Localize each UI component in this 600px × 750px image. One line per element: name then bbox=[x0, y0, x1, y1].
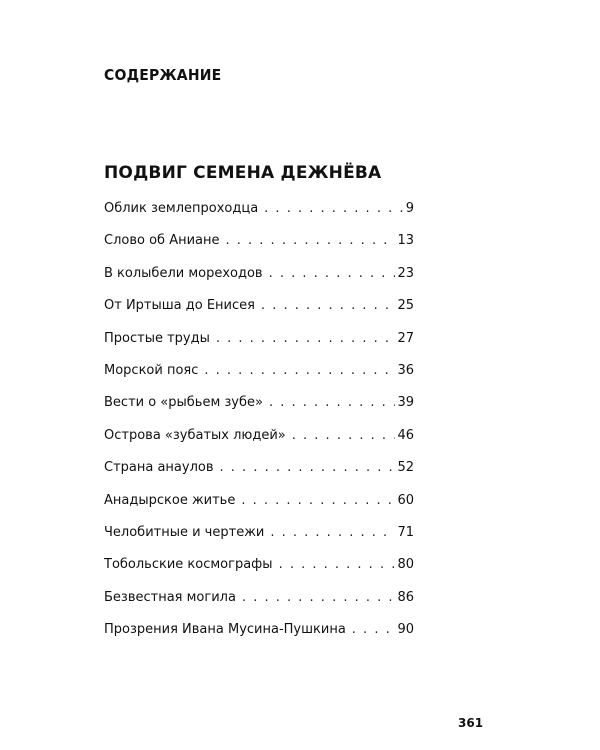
toc-entry-page: 80 bbox=[397, 557, 414, 573]
dot-leader bbox=[261, 293, 396, 319]
toc-entry-page: 90 bbox=[397, 622, 414, 638]
dot-leader bbox=[226, 228, 396, 254]
toc-entry-title: В колыбели мореходов bbox=[104, 265, 263, 281]
dot-leader bbox=[242, 585, 396, 611]
toc-entry[interactable] bbox=[104, 423, 414, 455]
page-header-title: СОДЕРЖАНИЕ bbox=[104, 67, 222, 85]
dot-leader bbox=[216, 326, 396, 352]
toc-entry[interactable] bbox=[104, 261, 414, 293]
toc-entry-title: Безвестная могила bbox=[104, 589, 236, 605]
toc-entry[interactable] bbox=[104, 293, 414, 325]
dot-leader bbox=[352, 617, 396, 643]
toc-entry-page: 52 bbox=[397, 460, 414, 476]
toc-entry-title: Острова «зубатых людей» bbox=[104, 427, 286, 443]
toc-entry-title: Простые труды bbox=[104, 330, 210, 346]
toc-entry-title: От Иртыша до Енисея bbox=[104, 298, 255, 314]
dot-leader bbox=[270, 520, 395, 546]
toc-entry-title: Прозрения Ивана Мусина-Пушкина bbox=[104, 622, 346, 638]
dot-leader bbox=[292, 423, 396, 449]
toc-entry-page: 39 bbox=[397, 395, 414, 411]
dot-leader bbox=[241, 488, 395, 514]
toc-entry-page: 71 bbox=[397, 524, 414, 540]
toc-entry-page: 27 bbox=[397, 330, 414, 346]
toc-entry-page: 36 bbox=[397, 362, 414, 378]
toc-entry-title: Вести о «рыбьем зубе» bbox=[104, 395, 263, 411]
dot-leader bbox=[269, 261, 396, 287]
toc-entry-page: 25 bbox=[397, 298, 414, 314]
toc-entry[interactable] bbox=[104, 617, 414, 649]
toc-entry-page: 23 bbox=[397, 265, 414, 281]
toc-entry[interactable] bbox=[104, 228, 414, 260]
dot-leader bbox=[279, 552, 396, 578]
dot-leader bbox=[269, 390, 395, 416]
toc-entry-title: Челобитные и чертежи bbox=[104, 524, 265, 540]
dot-leader bbox=[204, 358, 395, 384]
page-number: 361 bbox=[458, 716, 484, 730]
toc-entry[interactable] bbox=[104, 196, 414, 228]
toc-entry-page: 46 bbox=[397, 427, 414, 443]
toc-entry-title: Тобольские космографы bbox=[104, 557, 273, 573]
dot-leader bbox=[264, 196, 404, 222]
toc-entry[interactable] bbox=[104, 585, 414, 617]
toc-entry-page: 13 bbox=[397, 233, 414, 249]
toc-entry[interactable] bbox=[104, 455, 414, 487]
toc-entry[interactable] bbox=[104, 552, 414, 584]
toc-entry-title: Морской пояс bbox=[104, 362, 199, 378]
toc-entry-title: Анадырское житье bbox=[104, 492, 236, 508]
toc-entry[interactable] bbox=[104, 390, 414, 422]
toc-entry[interactable] bbox=[104, 358, 414, 390]
toc-entry-title: Страна анаулов bbox=[104, 460, 214, 476]
toc-entry-page: 9 bbox=[405, 201, 414, 216]
toc-entry-page: 86 bbox=[397, 589, 414, 605]
toc-entry[interactable] bbox=[104, 326, 414, 358]
toc-entry[interactable] bbox=[104, 488, 414, 520]
table-of-contents bbox=[104, 196, 414, 649]
toc-entry-title: Облик землепроходца bbox=[104, 201, 259, 216]
dot-leader bbox=[220, 455, 396, 481]
section-title: ПОДВИГ СЕМЕНА ДЕЖНЁВА bbox=[104, 163, 382, 183]
toc-entry[interactable] bbox=[104, 520, 414, 552]
toc-entry-title: Слово об Аниане bbox=[104, 233, 220, 249]
toc-entry-page: 60 bbox=[397, 492, 414, 508]
